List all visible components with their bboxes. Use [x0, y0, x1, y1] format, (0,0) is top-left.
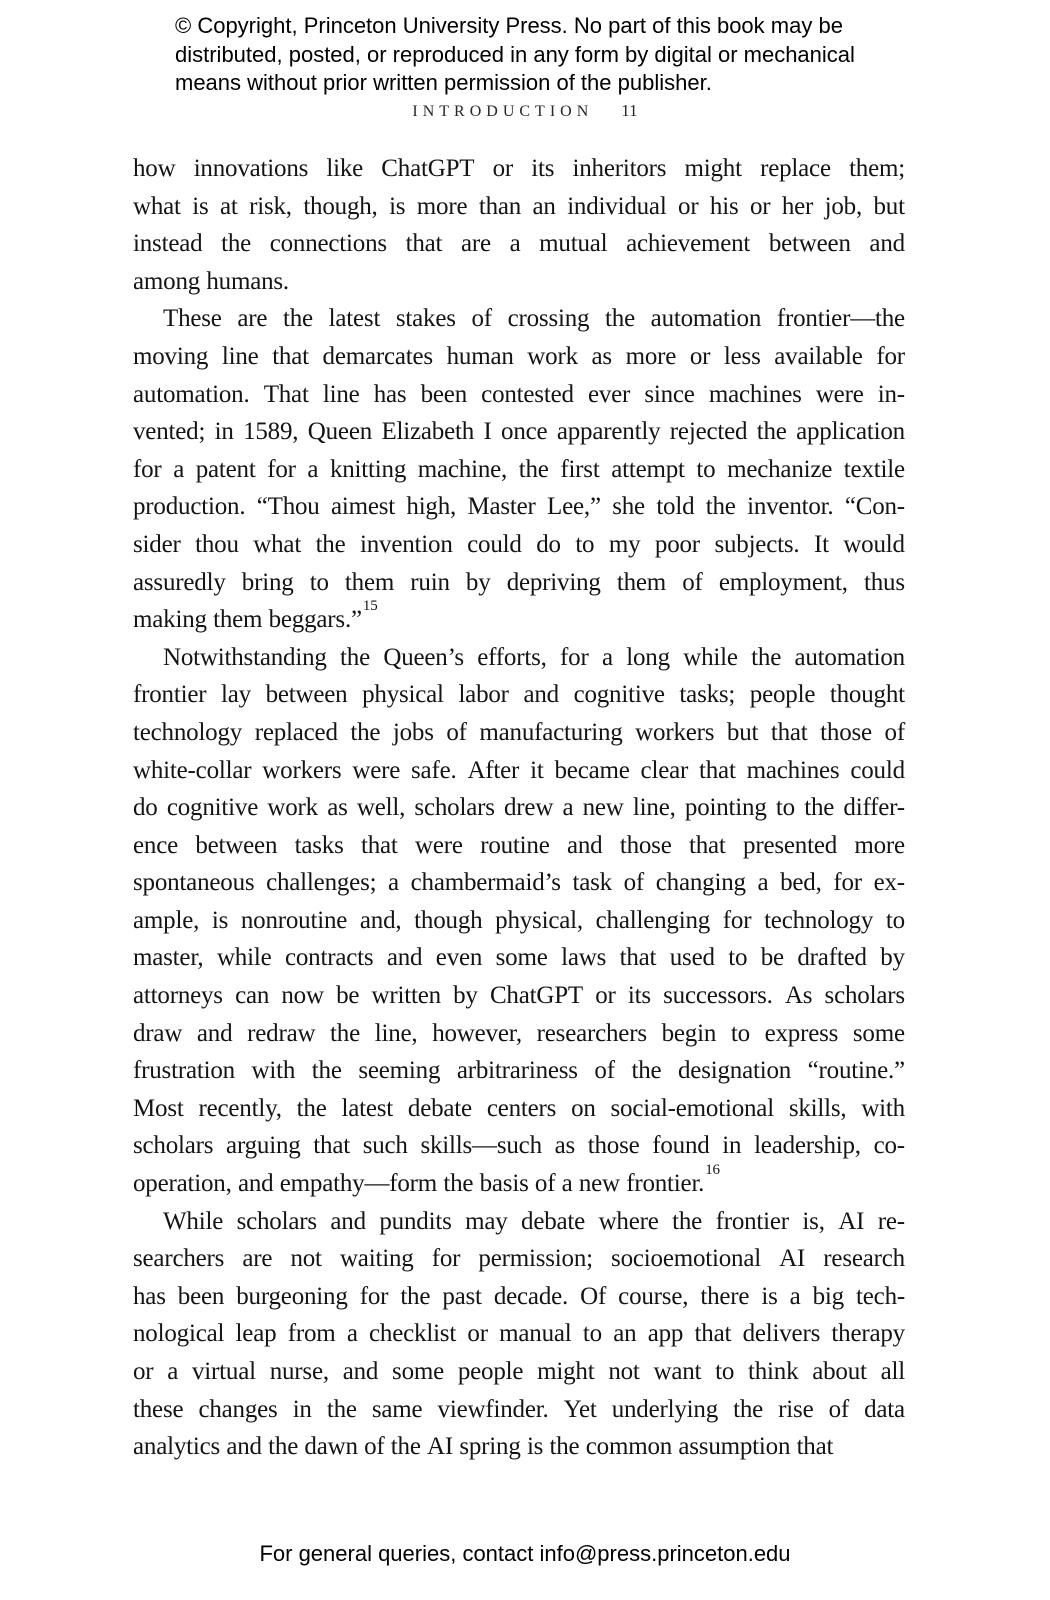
text-line: these changes in the same viewfinder. Yet underlying the rise of data	[133, 1395, 905, 1423]
text-line: ence between tasks that were routine and those that presented more	[133, 831, 905, 859]
paragraph	[133, 1203, 905, 1466]
text-line: among humans.	[133, 267, 289, 295]
text-line: or a virtual nurse, and some people might not want to think about all	[133, 1358, 905, 1385]
text-line: searchers are not waiting for permission; socioemotional AI research	[133, 1245, 905, 1273]
text-line: scholars arguing that such skills—such as those found in leadership, co-	[133, 1132, 905, 1160]
text-line: how innovations like ChatGPT or its inheritors might replace them;	[133, 155, 905, 182]
running-head-title: INTRODUCTION	[412, 103, 594, 120]
text-line: nological leap from a checklist or manual to an app that delivers therapy	[133, 1320, 905, 1348]
copyright-line: distributed, posted, or reproduced in any form by digital or mechanical	[175, 41, 855, 67]
text-line: for a patent for a knitting machine, the first attempt to mechanize textile	[133, 455, 905, 483]
text-line: master, while contracts and even some laws that used to be drafted by	[133, 944, 905, 972]
text-line: frustration with the seeming arbitrariness of the designation “routine.”	[133, 1057, 905, 1085]
text-line: Most recently, the latest debate centers on social-emotional skills, with	[133, 1094, 905, 1122]
page-number: 11	[621, 101, 638, 120]
text-line: operation, and empathy—form the basis of a new frontier.$^{16}$	[133, 1161, 720, 1198]
text-line: instead the connections that are a mutual achievement between and	[133, 230, 905, 258]
body-text	[133, 150, 905, 1466]
text-line: making them beggars.”$^{15}$	[133, 597, 378, 634]
footnote-ref: 16	[705, 1161, 720, 1178]
text-line: do cognitive work as well, scholars drew a new line, pointing to the differ-	[133, 794, 905, 822]
text-line: vented; in 1589, Queen Elizabeth I once apparently rejected the application	[133, 418, 905, 446]
text-line: analytics and the dawn of the AI spring is the common assumption that	[133, 1433, 834, 1461]
text-line: sider thou what the invention could do to my poor subjects. It would	[133, 530, 905, 558]
text-line: attorneys can now be written by ChatGPT or its successors. As scholars	[133, 982, 905, 1010]
running-head	[0, 101, 1050, 121]
copyright-notice	[175, 12, 855, 98]
text-line: production. “Thou aimest high, Master Lee,” she told the inventor. “Con-	[133, 493, 905, 521]
text-line: assuredly bring to them ruin by depriving them of employment, thus	[133, 568, 905, 596]
text-line: These are the latest stakes of crossing the automation frontier—the	[163, 305, 905, 333]
text-line: Notwithstanding the Queen’s efforts, for a long while the automation	[163, 643, 905, 671]
paragraph	[133, 639, 905, 1203]
text-line: white-collar workers were safe. After it became clear that machines could	[133, 756, 905, 784]
text-line: what is at risk, though, is more than an individual or his or her job, but	[133, 192, 905, 220]
paragraph	[133, 150, 905, 300]
text-line: technology replaced the jobs of manufacturing workers but that those of	[133, 718, 905, 746]
text-line: While scholars and pundits may debate where the frontier is, AI re-	[163, 1207, 905, 1235]
footer-contact: For general queries, contact info@press.princeton.edu	[259, 1541, 791, 1566]
copyright-line: means without prior written permission of the publisher.	[175, 70, 712, 96]
text-line: ample, is nonroutine and, though physical, challenging for technology to	[133, 906, 905, 934]
text-line: frontier lay between physical labor and cognitive tasks; people thought	[133, 681, 905, 709]
text-line: automation. That line has been contested ever since machines were in-	[133, 380, 905, 408]
paragraph	[133, 300, 905, 638]
footnote-ref: 15	[362, 597, 378, 614]
text-line: moving line that demarcates human work as more or less available for	[133, 342, 905, 370]
copyright-line: © Copyright, Princeton University Press. No part of this book may be	[175, 13, 843, 38]
text-line: spontaneous challenges; a chambermaid’s task of changing a bed, for ex-	[133, 869, 905, 897]
text-line: has been burgeoning for the past decade. Of course, there is a big tech-	[133, 1282, 905, 1310]
text-line: draw and redraw the line, however, researchers begin to express some	[133, 1019, 905, 1047]
